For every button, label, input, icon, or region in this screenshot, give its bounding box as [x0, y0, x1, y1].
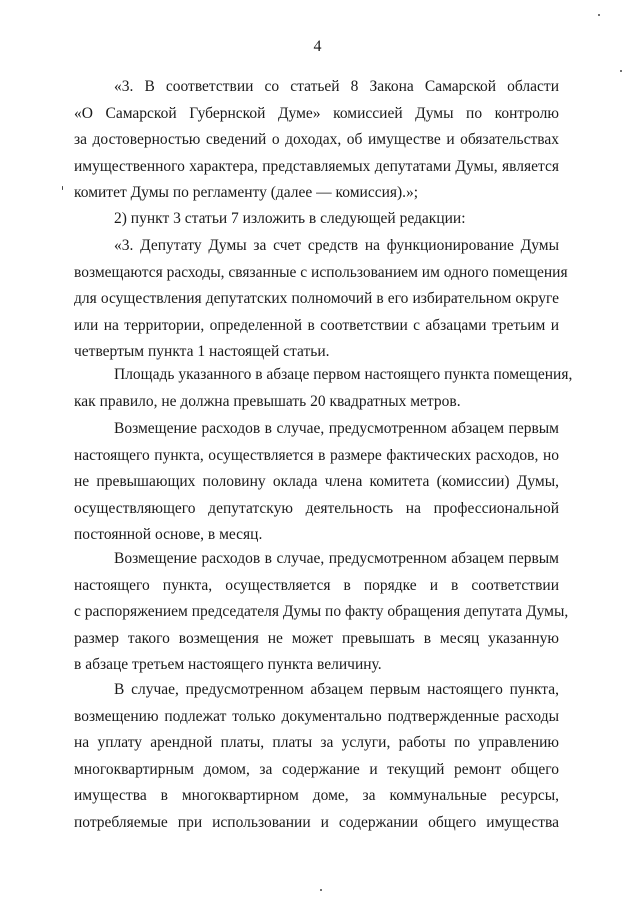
paragraph-line: многоквартирным домом, за содержание и текущий ремонт общего: [74, 760, 559, 778]
paragraph-1: [74, 74, 559, 207]
paragraph-line: возмещаются расходы, связанные с использованием им одного помещения: [74, 263, 568, 281]
paragraph-line: постоянной основе, в месяц.: [74, 526, 263, 543]
paragraph-4: [74, 362, 573, 415]
paragraph-line: Площадь указанного в абзаце первом настоящего пункта помещения,: [114, 366, 573, 383]
paragraph-line: комитет Думы по регламенту (далее — комиссия).»;: [74, 184, 419, 201]
paragraph-line: Возмещение расходов в случае, предусмотренном абзацем первым: [114, 420, 559, 437]
paragraph-line: «О Самарской Губернской Думе» комиссией Думы по контролю: [74, 104, 559, 122]
paragraph-line: не превышающих половину оклада члена комитета (комиссии) Думы,: [74, 473, 559, 490]
scan-speck: [598, 14, 600, 16]
paragraph-line: «3. Депутату Думы за счет средств на функционирование Думы: [114, 237, 559, 254]
paragraph-line: осуществляющего депутатскую деятельность на профессиональной: [74, 499, 559, 517]
scan-speck: [320, 889, 322, 891]
paragraph-line: настоящего пункта, осуществляется в размере фактических расходов, но: [74, 446, 559, 464]
paragraph-line: или на территории, определенной в соответствии с абзацами третьим и: [74, 316, 559, 334]
paragraph-line: за достоверностью сведений о доходах, об имуществе и обязательствах: [74, 131, 559, 148]
paragraph-line: как правило, не должна превышать 20 квадратных метров.: [74, 392, 461, 410]
paragraph-line: Возмещение расходов в случае, предусмотренном абзацем первым: [114, 550, 559, 567]
paragraph-line: возмещению подлежат только документально подтвержденные расходы: [74, 707, 559, 725]
paragraph-line: размер такого возмещения не может превышать в месяц указанную: [74, 629, 559, 647]
paragraph-line: имущественного характера, представляемых депутатами Думы, является: [74, 157, 559, 175]
paragraph-line: имущества в многоквартирном доме, за коммунальные ресурсы,: [74, 787, 559, 804]
paragraph-2: [74, 206, 559, 233]
page-number: 4: [313, 38, 322, 55]
paragraph-line: на уплату арендной платы, платы за услуги, работы по управлению: [74, 734, 559, 751]
paragraph-line: В случае, предусмотренном абзацем первым настоящего пункта,: [114, 681, 559, 698]
paragraph-line: для осуществления депутатских полномочий в его избирательном округе: [74, 290, 559, 307]
paragraph-5: [74, 416, 559, 549]
paragraph-line: настоящего пункта, осуществляется в порядке и в соответствии: [74, 576, 559, 594]
scan-speck: [62, 186, 63, 190]
scan-speck: [620, 70, 622, 72]
paragraph-line: с распоряжением председателя Думы по факту обращения депутата Думы,: [74, 603, 569, 620]
paragraph-7: [74, 677, 559, 836]
paragraph-line: «3. В соответствии со статьей 8 Закона Самарской области: [114, 78, 559, 95]
paragraph-line: в абзаце третьем настоящего пункта величину.: [74, 656, 382, 673]
paragraph-line: четвертым пункта 1 настоящей статьи.: [74, 343, 330, 360]
paragraph-line: 2) пункт 3 статьи 7 изложить в следующей редакции:: [114, 210, 466, 227]
paragraph-line: потребляемые при использовании и содержании общего имущества: [74, 813, 559, 831]
paragraph-3: [74, 233, 568, 366]
paragraph-6: [74, 546, 569, 679]
